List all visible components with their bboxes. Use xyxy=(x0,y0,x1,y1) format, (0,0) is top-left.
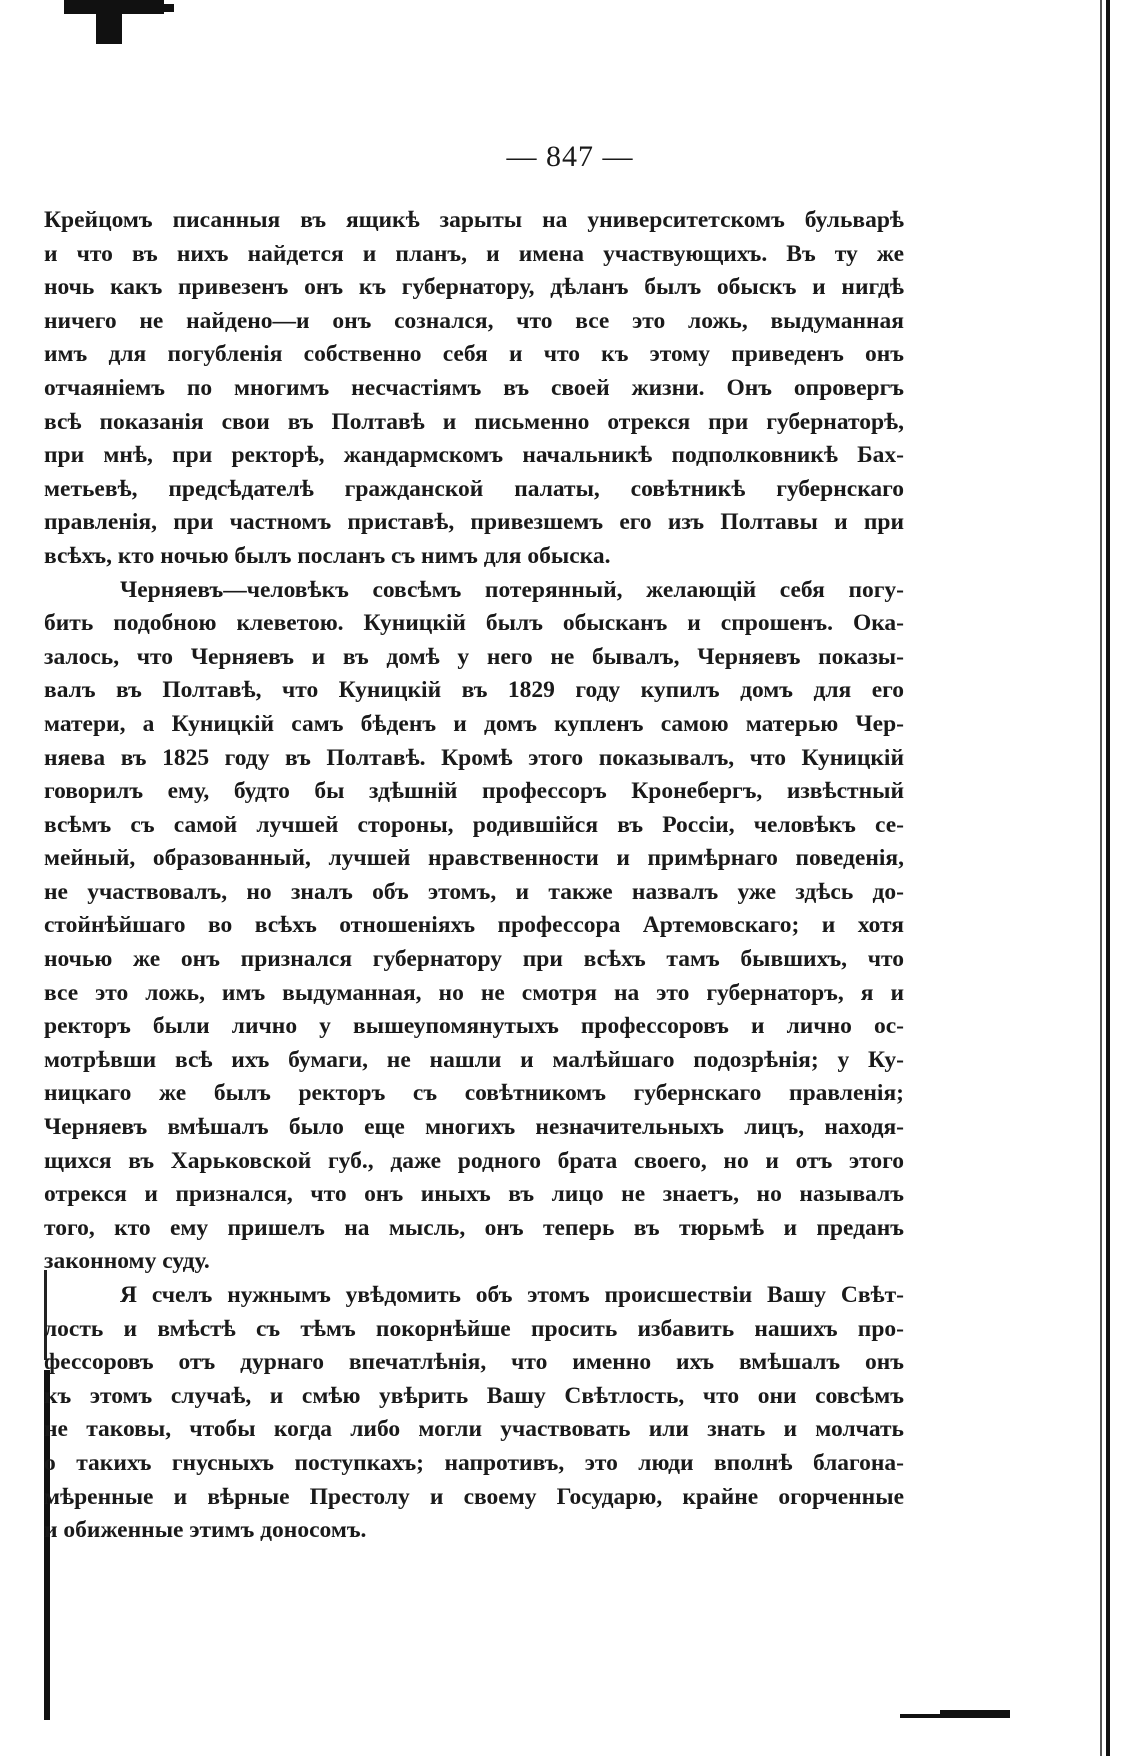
paragraph xyxy=(44,204,904,574)
text-line: о такихъ гнусныхъ поступкахъ; напротивъ, это люди вполнѣ благона- xyxy=(44,1449,904,1476)
text-line: къ этомъ случаѣ, и смѣю увѣрить Вашу Свѣтлость, что они совсѣмъ xyxy=(44,1382,904,1409)
scan-artifact-right-edge xyxy=(1106,0,1110,1756)
text-line: ночь какъ привезенъ онъ къ губернатору, дѣланъ былъ обыскъ и нигдѣ xyxy=(44,274,904,301)
scan-artifact-right-edge-light xyxy=(1100,0,1102,1756)
text-line: не таковы, чтобы когда либо могли участвовать или знать и молчать xyxy=(44,1416,904,1443)
text-line: мѣренные и вѣрные Престолу и своему Государю, крайне огорченные xyxy=(44,1483,904,1510)
text-line: и обиженные этимъ доносомъ. xyxy=(44,1517,367,1544)
text-line: мотрѣвши всѣ ихъ бумаги, не нашли и малѣйшаго подозрѣнія; у Ку- xyxy=(44,1046,904,1073)
text-line: говорилъ ему, будто бы здѣшній профессоръ Кронебергъ, извѣстный xyxy=(44,778,904,805)
scan-artifact-bottom-dash-2 xyxy=(940,1710,1010,1716)
text-line: ректоръ были лично у вышеупомянутыхъ профессоровъ и лично ос- xyxy=(44,1013,904,1040)
text-line: ничего не найдено—и онъ сознался, что все это ложь, выдуманная xyxy=(44,307,904,334)
text-line: ночью же онъ признался губернатору при всѣхъ тамъ бывшихъ, что xyxy=(44,946,904,973)
text-line: всѣхъ, кто ночью былъ посланъ съ нимъ для обыска. xyxy=(44,542,611,569)
scan-artifact-top-3 xyxy=(160,4,174,12)
text-line: отчаяніемъ по многимъ несчастіямъ въ своей жизни. Онъ опровергъ xyxy=(44,374,904,401)
text-line: бить подобною клеветою. Куницкій былъ обысканъ и спрошенъ. Ока- xyxy=(44,610,904,637)
text-line: Черняевъ—человѣкъ совсѣмъ потерянный, желающій себя погу- xyxy=(120,576,904,603)
paragraph xyxy=(44,1279,904,1548)
text-line: залось, что Черняевъ и въ домѣ у него не бывалъ, Черняевъ показы- xyxy=(44,643,904,670)
text-line: имъ для погубленія собственно себя и что къ этому приведенъ онъ xyxy=(44,341,904,368)
text-line: Крейцомъ писанныя въ ящикѣ зарыты на университетскомъ бульварѣ xyxy=(44,207,904,233)
text-line: правленія, при частномъ приставѣ, привезшемъ его изъ Полтавы и при xyxy=(44,509,904,536)
text-line: метьевѣ, предсѣдателѣ гражданской палаты, совѣтникѣ губернскаго xyxy=(44,475,904,502)
text-line: не участвовалъ, но зналъ объ этомъ, и также назвалъ уже здѣсь до- xyxy=(44,878,904,905)
text-line: ницкаго же былъ ректоръ съ совѣтникомъ губернскаго правленія; xyxy=(44,1080,904,1107)
page-number: — 847 — xyxy=(506,140,634,173)
text-line: того, кто ему пришелъ на мысль, онъ теперь въ тюрьмѣ и преданъ xyxy=(44,1214,904,1241)
text-line: матери, а Куницкій самъ бѣденъ и домъ купленъ самою матерью Чер- xyxy=(44,710,904,737)
text-line: всѣ показанія свои въ Полтавѣ и письменно отрекся при губернаторѣ, xyxy=(44,408,904,435)
text-line: стойнѣйшаго во всѣхъ отношеніяхъ профессора Артемовскаго; и хотя xyxy=(44,912,904,939)
text-line: отрекся и признался, что онъ иныхъ въ лицо не знаетъ, но называлъ xyxy=(44,1181,904,1208)
text-line: мейный, образованный, лучшей нравственности и примѣрнаго поведенія, xyxy=(44,845,904,872)
text-line: Черняевъ вмѣшалъ было еще многихъ незначительныхъ лицъ, находя- xyxy=(44,1114,904,1141)
text-line: всѣмъ съ самой лучшей стороны, родившійся въ Россіи, человѣкъ се- xyxy=(44,811,904,838)
scan-artifact-top-2 xyxy=(96,14,122,44)
text-line: фессоровъ отъ дурнаго впечатлѣнія, что именно ихъ вмѣшалъ онъ xyxy=(44,1349,904,1376)
text-line: лость и вмѣстѣ съ тѣмъ покорнѣйше просить избавить нашихъ про- xyxy=(44,1315,904,1342)
text-line: все это ложь, имъ выдуманная, но не смотря на это губернаторъ, я и xyxy=(44,979,904,1006)
text-line: при мнѣ, при ректорѣ, жандармскомъ начальникѣ подполковникѣ Бах- xyxy=(44,442,904,469)
text-line: Я счелъ нужнымъ увѣдомить объ этомъ происшествіи Вашу Свѣт- xyxy=(120,1282,904,1308)
paragraph xyxy=(44,574,904,1279)
text-line: валъ въ Полтавѣ, что Куницкій въ 1829 году купилъ домъ для его xyxy=(44,677,904,704)
text-line: щихся въ Харьковской губ., даже родного брата своего, но и отъ этого xyxy=(44,1147,904,1174)
text-line: няева въ 1825 году въ Полтавѣ. Кромѣ этого показывалъ, что Куницкій xyxy=(44,744,904,771)
scan-artifact-top xyxy=(64,0,164,14)
text-line: законному суду. xyxy=(44,1248,210,1275)
body-text xyxy=(44,204,904,1548)
text-line: и что въ нихъ найдется и планъ, и имена участвующихъ. Въ ту же xyxy=(44,240,904,267)
